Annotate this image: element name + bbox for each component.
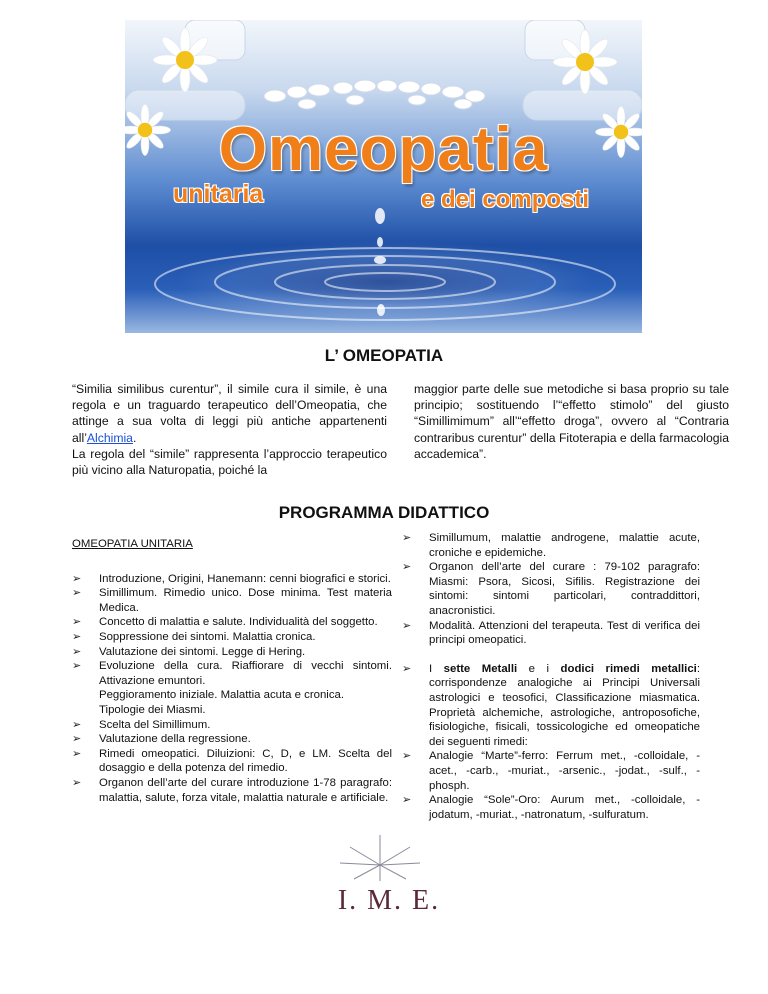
arrow-bullet-icon: ➢ — [72, 630, 82, 643]
arrow-bullet-icon: ➢ — [72, 587, 82, 600]
arrow-bullet-icon: ➢ — [72, 718, 82, 731]
banner-title: Omeopatia — [218, 115, 549, 184]
list-item: ➢ Modalità. Attenzioni del terapeuta. Test di verifica dei principi omeopatici. — [402, 619, 700, 647]
intro-text-end: . — [132, 430, 137, 445]
arrow-bullet-icon: ➢ — [402, 750, 412, 763]
banner-subtitle-right: e dei composti — [421, 186, 590, 213]
arrow-bullet-icon: ➢ — [402, 794, 412, 807]
metals-bold: sette Metalli — [443, 662, 518, 675]
arrow-bullet-icon: ➢ — [72, 776, 82, 789]
arrow-bullet-icon: ➢ — [72, 733, 82, 746]
list-item: ➢ Concetto di malattia e salute. Individualità del soggetto. — [72, 616, 378, 629]
topic-list-right — [402, 531, 700, 822]
arrow-bullet-icon: ➢ — [402, 662, 412, 675]
arrow-bullet-icon: ➢ — [72, 616, 82, 629]
alchimia-link[interactable]: Alchimia — [86, 430, 133, 445]
list-item: ➢ Rimedi omeopatici. Diluizioni: C, D, e LM. Scelta del dosaggio e della potenza del rimedio. — [72, 747, 392, 775]
ime-logo — [300, 835, 460, 925]
logo-text: I. M. E. — [337, 885, 441, 916]
list-item: ➢ Valutazione dei sintomi. Legge di Hering. — [72, 645, 306, 658]
right-column — [402, 531, 700, 822]
list-item: ➢ Evoluzione della cura. Riaffiorare di vecchi sintomi. Attivazione emuntori. — [72, 660, 392, 687]
list-item: ➢ Organon dell’arte del curare : 79-102 paragrafo: Miasmi: Psora, Sicosi, Sifilis. Registrazione dei sintomi: sintomi particolari, contraddittori, anacronistici. — [402, 561, 700, 617]
banner-image — [125, 20, 642, 333]
arrow-bullet-icon: ➢ — [72, 645, 82, 658]
list-item: ➢ Soppressione dei sintomi. Malattia cronica. — [72, 630, 316, 643]
list-item: ➢ Analogie “Sole”-Oro: Aurum met., -colloidale, -jodatum, -muriat., -natronatum, -sulfuratum. — [402, 794, 700, 821]
banner-subtitle-left: unitaria — [173, 180, 264, 208]
intro-right: maggior parte delle sue metodiche si basa proprio su tale principio; sostituendo l’“effetto stimolo” del giusto “Simillimimum” all’“effetto droga”, ovvero al “Contraria contraribus curentur” della Fitoterapia e della farmacologia accademica”. — [414, 382, 730, 461]
arrow-bullet-icon: ➢ — [402, 561, 412, 574]
arrow-bullet-icon: ➢ — [402, 532, 412, 544]
topic-list — [72, 572, 392, 689]
remedies-bold: dodici rimedi metallici — [560, 662, 697, 675]
arrow-bullet-icon: ➢ — [72, 572, 82, 585]
program-heading: PROGRAMMA DIDATTICO — [278, 503, 490, 522]
list-item: ➢ Organon dell’arte del curare introduzione 1-78 paragrafo: malattia, salute, forza vitale, malattia naturale e artificiale. — [72, 776, 392, 804]
list-item: ➢ Simillimum. Rimedio unico. Dose minima. Test materia Medica. — [72, 587, 392, 614]
arrow-bullet-icon: ➢ — [72, 747, 82, 760]
list-item-metals: ➢ I sette Metalli e i dodici rimedi metallici: corrispondenze analogiche ai Principi Universali astrologici e teosofici, Classificazione miasmatica. Proprietà alchemiche, astrologiche, antroposofiche, fisiologiche, fisicali, tossicologiche ed omeopatiche dei seguenti rimedi: — [402, 662, 700, 748]
topic-list-2 — [72, 718, 392, 806]
intro-left — [72, 381, 387, 478]
page-title: L’ OMEOPATIA — [324, 346, 444, 365]
list-item: ➢ Valutazione della regressione. — [72, 733, 251, 746]
list-item: ➢ Simillumum, malattie androgene, malattie acute, croniche e epidemiche. — [402, 532, 700, 559]
arrow-bullet-icon: ➢ — [72, 660, 82, 673]
intro-paragraph-2: La regola del “simile” rappresenta l’approccio terapeutico più vicino alla Naturopatia, poiché la — [72, 446, 387, 478]
section-title: OMEOPATIA UNITARIA — [72, 538, 193, 550]
arrow-bullet-icon: ➢ — [402, 619, 412, 632]
intro-text: “Similia similibus curentur”, il simile cura il simile, è una regola e un traguardo terapeutico dell’Omeopatia, che attinge a sua volta di leggi più antiche appartenenti all’ — [72, 382, 387, 445]
list-continuation: Peggioramento iniziale. Malattia acuta e cronica. Tipologie dei Miasmi. — [99, 689, 345, 716]
list-item: ➢ Introduzione, Origini, Hanemann: cenni biografici e storici. — [72, 572, 391, 585]
list-item: ➢ Scelta del Simillimum. — [72, 718, 211, 731]
left-column — [72, 537, 392, 805]
list-item: ➢ Analogie “Marte”-ferro: Ferrum met., -colloidale, -acet., -carb., -muriat., -arsenic., -jodat., -sulf., -phosph. — [402, 750, 700, 792]
